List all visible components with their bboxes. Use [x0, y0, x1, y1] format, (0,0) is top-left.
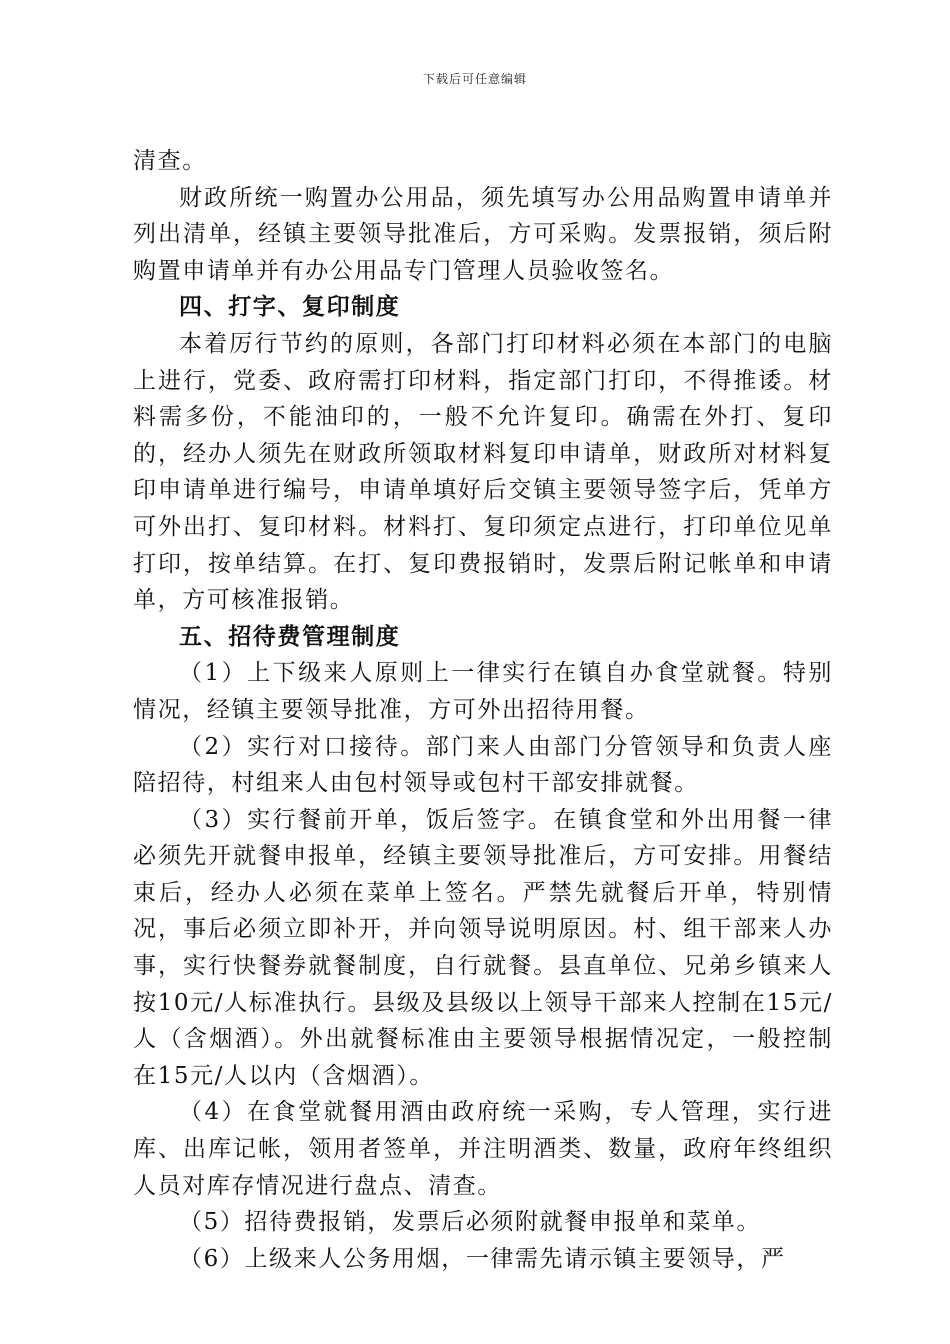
paragraph-office-supplies: 财政所统一购置办公用品，须先填写办公用品购置申请单并列出清单，经镇主要领导批准后，方可采购。发票报销，须后附购置申请单并有办公用品专门管理人员验收签名。	[133, 184, 833, 284]
paragraph-rule-4: （4）在食堂就餐用酒由政府统一采购，专人管理，实行进库、出库记帐，领用者签单，并注明酒类、数量，政府年终组织人员对库存情况进行盘点、清查。	[133, 1099, 833, 1199]
page-header: 下载后可任意编辑	[422, 72, 527, 86]
paragraph-rule-6: （6）上级来人公务用烟，一律需先请示镇主要领导，严	[179, 1245, 786, 1272]
paragraph-continuation: 清查。	[133, 148, 207, 174]
paragraph-rule-1: （1）上下级来人原则上一律实行在镇自办食堂就餐。特别情况，经镇主要领导批准，方可外出招待用餐。	[133, 660, 833, 723]
section-heading-printing: 四、打字、复印制度	[179, 293, 401, 321]
document-body	[133, 143, 833, 1277]
paragraph-rule-3: （3）实行餐前开单，饭后签字。在镇食堂和外出用餐一律必须先开就餐申报单，经镇主要领导批准后，方可安排。用餐结束后，经办人必须在菜单上签名。严禁先就餐后开单，特别情况，事后必须立即补开，并向领导说明原因。村、组干部来人办事，实行快餐券就餐制度，自行就餐。县直单位、兄弟乡镇来人按10元/人标准执行。县级及县级以上领导干部来人控制在15元/人（含烟酒）。外出就餐标准由主要领导根据情况定，一般控制在15元/人以内（含烟酒）。	[133, 806, 833, 1089]
section-heading-hospitality: 五、招待费管理制度	[179, 622, 401, 650]
paragraph-rule-5: （5）招待费报销，发票后必须附就餐申报单和菜单。	[179, 1209, 762, 1236]
paragraph-rule-2: （2）实行对口接待。部门来人由部门分管领导和负责人座陪招待，村组来人由包村领导或包村干部安排就餐。	[133, 733, 833, 797]
paragraph-printing-rules: 本着厉行节约的原则，各部门打印材料必须在本部门的电脑上进行，党委、政府需打印材料，指定部门打印，不得推诿。材料需多份，不能油印的，一般不允许复印。确需在外打、复印的，经办人须先在财政所领取材料复印申请单，财政所对材料复印申请单进行编号，申请单填好后交镇主要领导签字后，凭单方可外出打、复印材料。材料打、复印须定点进行，打印单位见单打印，按单结算。在打、复印费报销时，发票后附记帐单和申请单，方可核准报销。	[133, 330, 833, 614]
